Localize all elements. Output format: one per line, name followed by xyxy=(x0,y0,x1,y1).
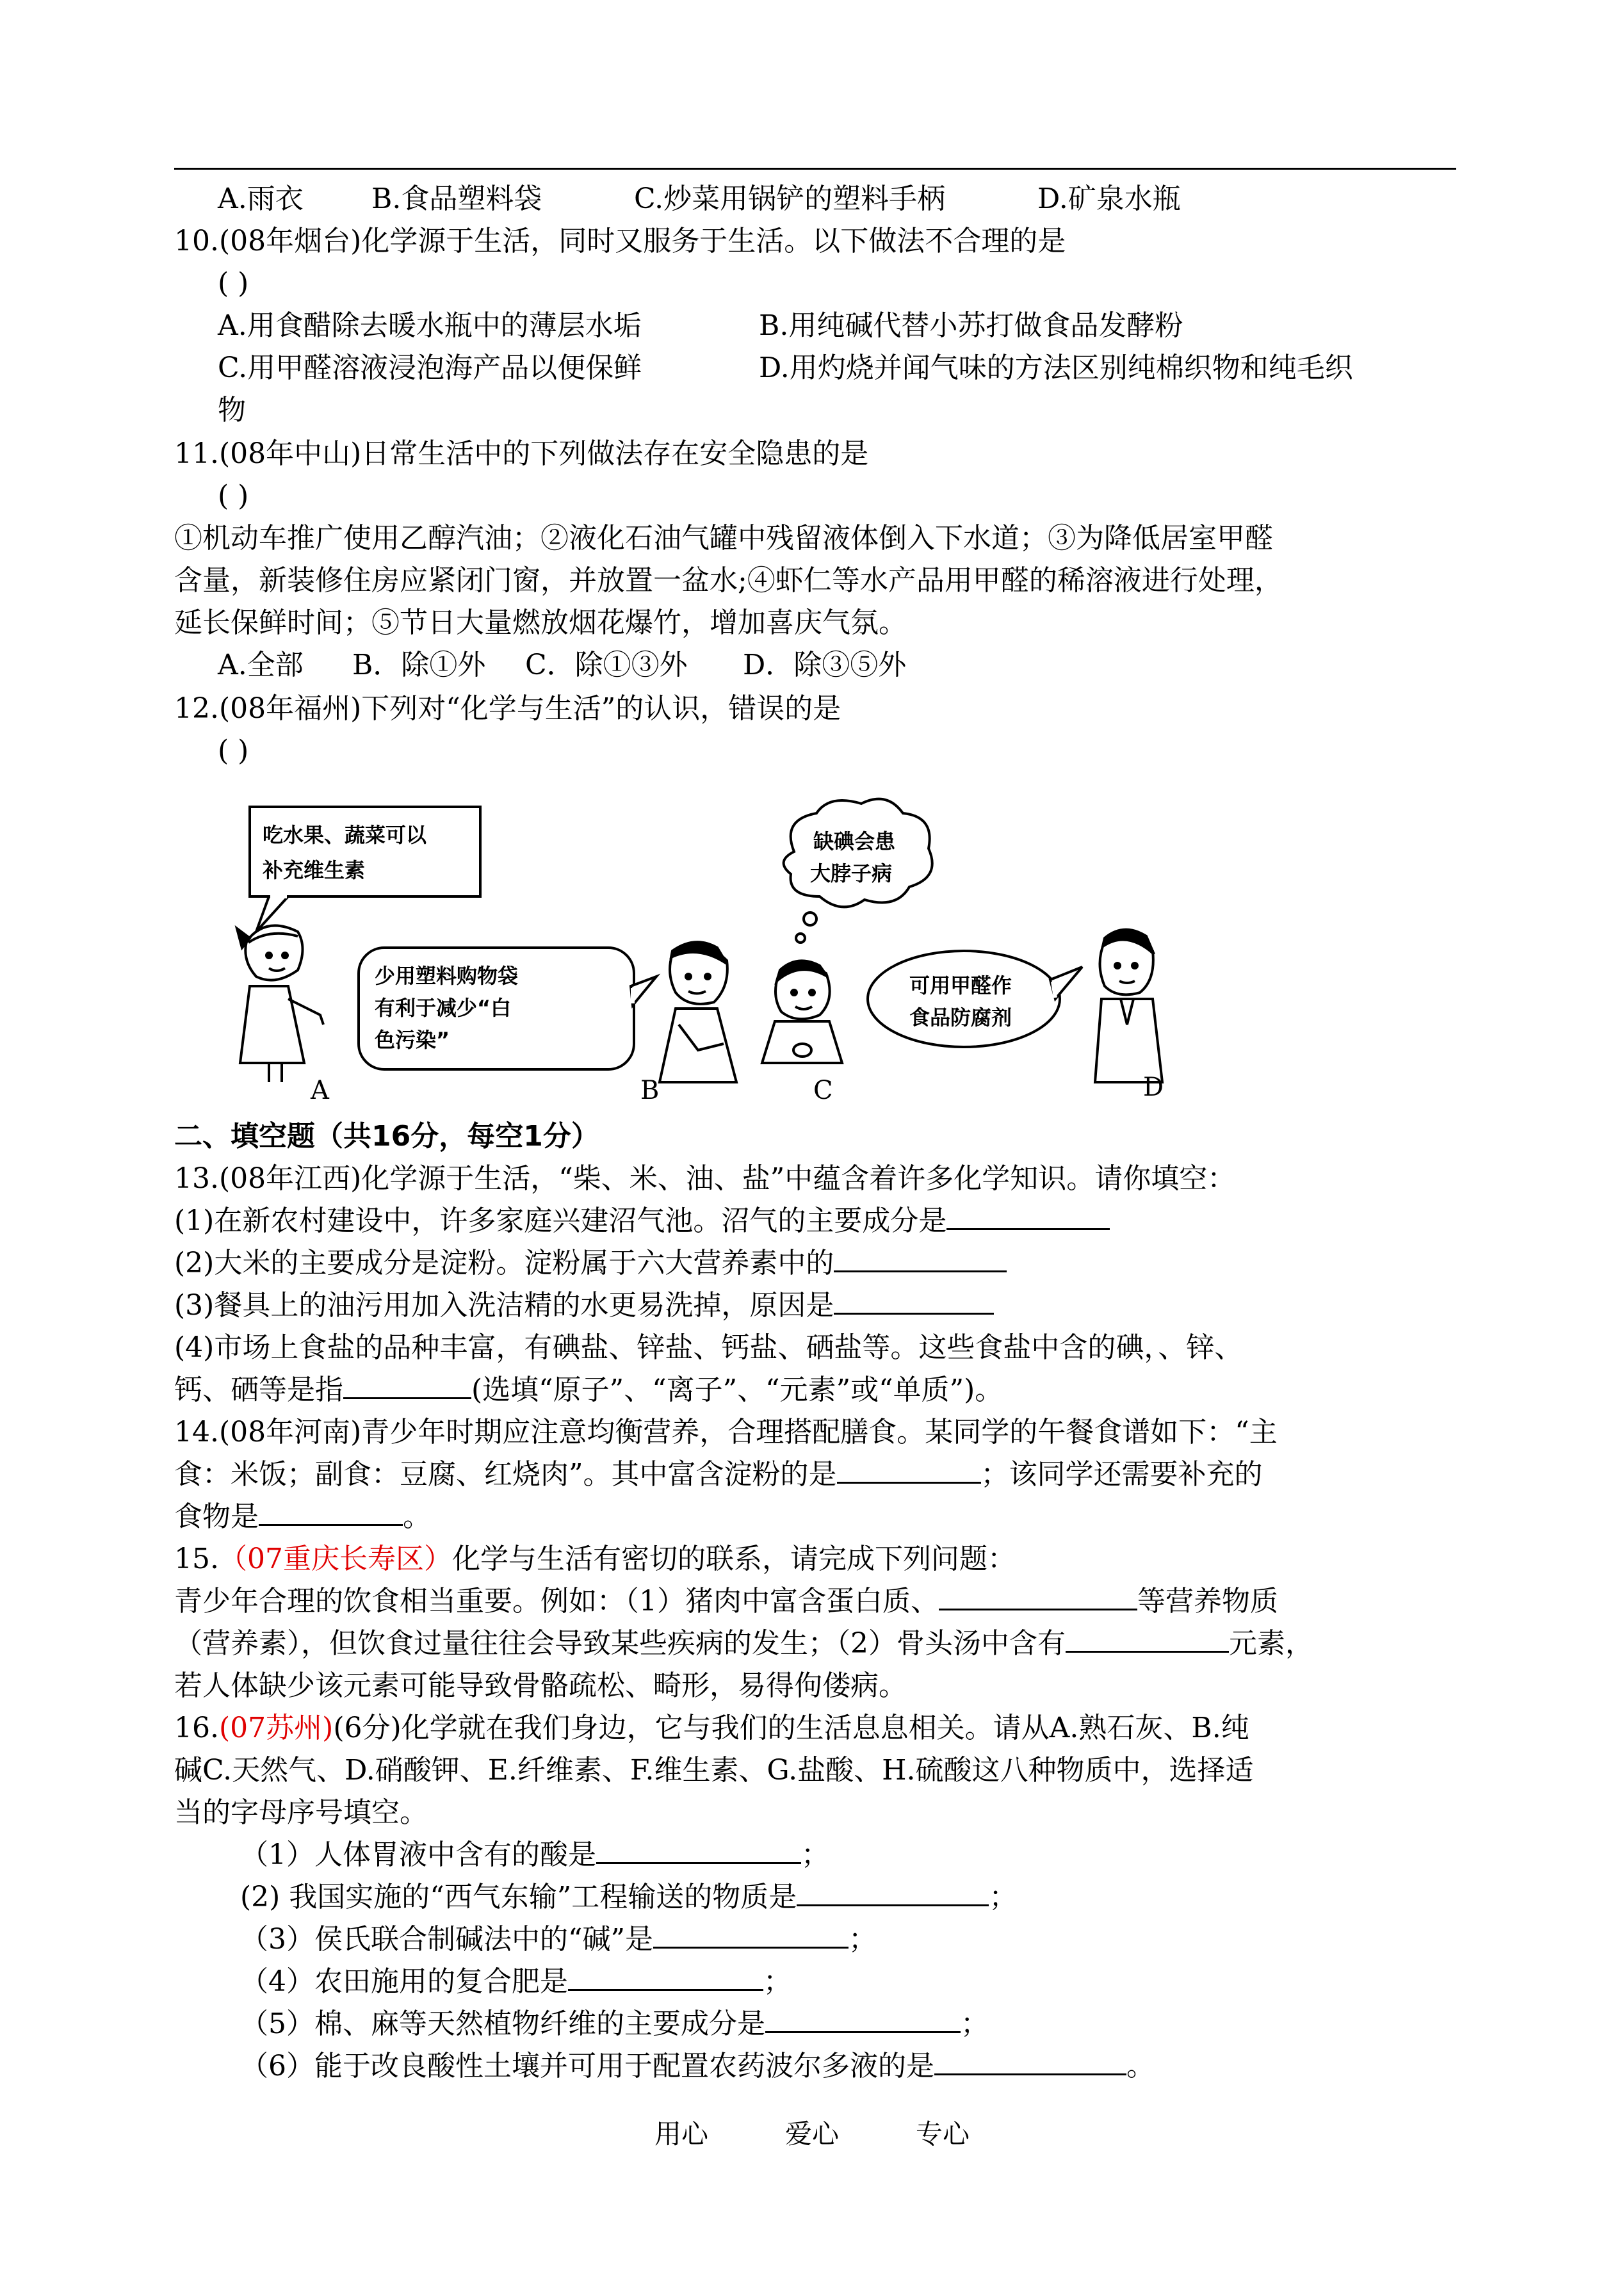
q16-line-3: 当的字母序号填空。 xyxy=(174,1796,428,1829)
q10-option-d-wrap: 物 xyxy=(218,394,246,426)
bubble-d xyxy=(868,951,1082,1047)
q10-paren: ( ) xyxy=(218,267,249,300)
q12-paren: ( ) xyxy=(218,734,249,767)
q12-cartoon xyxy=(231,794,1230,1121)
bubble-c-line1: 缺碘会患 xyxy=(813,829,896,854)
q11-stem: 11.(08年中山)日常生活中的下列做法存在安全隐患的是 xyxy=(174,437,869,470)
q13-item-3: (3)餐具上的油污用加入洗洁精的水更易洗掉，原因是 xyxy=(174,1285,1456,1327)
q16-item-3: （3）侯氏联合制碱法中的“碱”是 ； xyxy=(240,1918,1522,1961)
bubble-a-line1: 吃水果、蔬菜可以 xyxy=(263,823,427,847)
man-figure-d xyxy=(1095,930,1162,1082)
q13-item-4a: (4)市场上食盐的品种丰富，有碘盐、锌盐、钙盐、硒盐等。这些食盐中含的碘，、锌、 xyxy=(174,1331,1243,1364)
bubble-b-line2: 有利于减少“白 xyxy=(375,996,512,1020)
q14-line-1: 14.(08年河南)青少年时期应注意均衡营养，合理搭配膳食。某同学的午餐食谱如下：“主 xyxy=(174,1416,1278,1448)
bubble-b-line3: 色污染” xyxy=(375,1028,450,1052)
page-footer: 用心 爱心 专心 xyxy=(654,2118,970,2150)
cartoon-illustration xyxy=(231,794,1230,1121)
answer-blank[interactable] xyxy=(1066,1623,1229,1653)
answer-blank[interactable] xyxy=(837,1454,981,1484)
q11-paren: ( ) xyxy=(218,480,249,512)
figure-label-d: D xyxy=(1143,1073,1164,1102)
q15-line-3: 若人体缺少该元素可能导致骨骼疏松、畸形，易得佝偻病。 xyxy=(174,1669,907,1702)
q11-body-3: 延长保鲜时间；⑤节日大量燃放烟花爆竹，增加喜庆气氛。 xyxy=(174,606,907,639)
answer-blank[interactable] xyxy=(568,1961,763,1991)
q16-source: (07苏州) xyxy=(218,1712,334,1744)
q16-line-1: 16.(07苏州)(6分)化学就在我们身边，它与我们的生活息息相关。请从A.熟石灰、B.纯 xyxy=(174,1712,1249,1744)
q16-item-4: （4）农田施用的复合肥是 ； xyxy=(240,1961,1522,2003)
q13-item-2: (2)大米的主要成分是淀粉。淀粉属于六大营养素中的 xyxy=(174,1242,1456,1285)
q14-line-2: 食：米饭；副食：豆腐、红烧肉”。其中富含淀粉的是 ；该同学还需要补充的 xyxy=(174,1454,1456,1496)
q12-stem: 12.(08年福州)下列对“化学与生活”的认识，错误的是 xyxy=(174,692,841,725)
figure-label-c: C xyxy=(813,1076,833,1105)
q13-item-1: (1)在新农村建设中，许多家庭兴建沼气池。沼气的主要成分是 xyxy=(174,1200,1456,1242)
bubble-d-line1: 可用甲醛作 xyxy=(909,973,1012,998)
figure-label-a: A xyxy=(311,1076,329,1105)
q15-line-1: 青少年合理的饮食相当重要。例如：（1）猪肉中富含蛋白质、 等营养物质 xyxy=(174,1580,1456,1623)
q15-line-2: （营养素），但饮食过量往往会导致某些疾病的发生；（2）骨头汤中含有 元素， xyxy=(174,1623,1456,1665)
figure-label-b: B xyxy=(640,1076,660,1105)
q16-item-2: (2) 我国实施的“西气东输”工程输送的物质是 ； xyxy=(240,1876,1522,1918)
bubble-d-line2: 食品防腐剂 xyxy=(909,1005,1012,1030)
q16-line-2: 碱C.天然气、D.硝酸钾、E.纤维素、F.维生素、G.盐酸、H.硫酸这八种物质中，选择适 xyxy=(174,1754,1254,1787)
q11-body-1: ①机动车推广使用乙醇汽油；②液化石油气罐中残留液体倒入下水道；③为降低居室甲醛 xyxy=(174,522,1273,555)
header-rule xyxy=(174,168,1456,170)
answer-blank[interactable] xyxy=(343,1369,471,1399)
bubble-c xyxy=(784,799,932,943)
answer-blank[interactable] xyxy=(834,1242,1007,1272)
answer-blank[interactable] xyxy=(946,1200,1110,1230)
q11-body-2: 含量，新装修住房应紧闭门窗，并放置一盆水;④虾仁等水产品用甲醛的稀溶液进行处理， xyxy=(174,564,1283,597)
girl-figure-a xyxy=(237,925,323,1082)
answer-blank[interactable] xyxy=(596,1834,801,1864)
boy-figure-b xyxy=(660,942,736,1082)
bubble-c-line2: 大脖子病 xyxy=(810,861,893,886)
answer-blank[interactable] xyxy=(797,1876,989,1906)
section-2-title: 二、填空题（共16分，每空1分） xyxy=(174,1120,599,1153)
q11-options: A.全部 B．除①外 C．除①③外 D．除③⑤外 xyxy=(218,649,907,681)
q14-line-3: 食物是 。 xyxy=(174,1496,1456,1538)
q10-options-cd: C.用甲醛溶液浸泡海产品以便保鲜 D.用灼烧并闻气味的方法区别纯棉织物和纯毛织 xyxy=(218,352,1353,384)
q9-options: A.雨衣 B.食品塑料袋 C.炒菜用锅铲的塑料手柄 D.矿泉水瓶 xyxy=(218,182,1181,215)
q15-stem: 15.（07重庆长寿区）化学与生活有密切的联系，请完成下列问题： xyxy=(174,1543,1016,1575)
bubble-a xyxy=(250,807,480,932)
q10-stem: 10.(08年烟台)化学源于生活，同时又服务于生活。以下做法不合理的是 xyxy=(174,225,1066,257)
boy-figure-c xyxy=(762,961,842,1063)
q13-stem: 13.(08年江西)化学源于生活，“柴、米、油、盐”中蕴含着许多化学知识。请你填空： xyxy=(174,1162,1236,1195)
q16-item-5: （5）棉、麻等天然植物纤维的主要成分是 ； xyxy=(240,2003,1522,2045)
answer-blank[interactable] xyxy=(765,2003,961,2033)
q15-source: （07重庆长寿区） xyxy=(218,1543,452,1575)
q16-item-6: （6）能于改良酸性土壤并可用于配置农药波尔多液的是 。 xyxy=(240,2045,1522,2088)
bubble-a-line2: 补充维生素 xyxy=(263,858,366,882)
answer-blank[interactable] xyxy=(934,2045,1126,2075)
q13-item-4b: 钙、硒等是指 (选填“原子”、“离子”、“元素”或“单质”)。 xyxy=(174,1369,1456,1411)
bubble-b-line1: 少用塑料购物袋 xyxy=(375,964,519,988)
bubble-b xyxy=(359,948,656,1069)
q10-options-ab: A.用食醋除去暖水瓶中的薄层水垢 B.用纯碱代替小苏打做食品发酵粉 xyxy=(218,309,1183,342)
q16-item-1: （1）人体胃液中含有的酸是 ； xyxy=(240,1834,1522,1876)
answer-blank[interactable] xyxy=(259,1496,403,1526)
answer-blank[interactable] xyxy=(834,1285,994,1315)
answer-blank[interactable] xyxy=(939,1580,1137,1610)
answer-blank[interactable] xyxy=(653,1918,849,1949)
